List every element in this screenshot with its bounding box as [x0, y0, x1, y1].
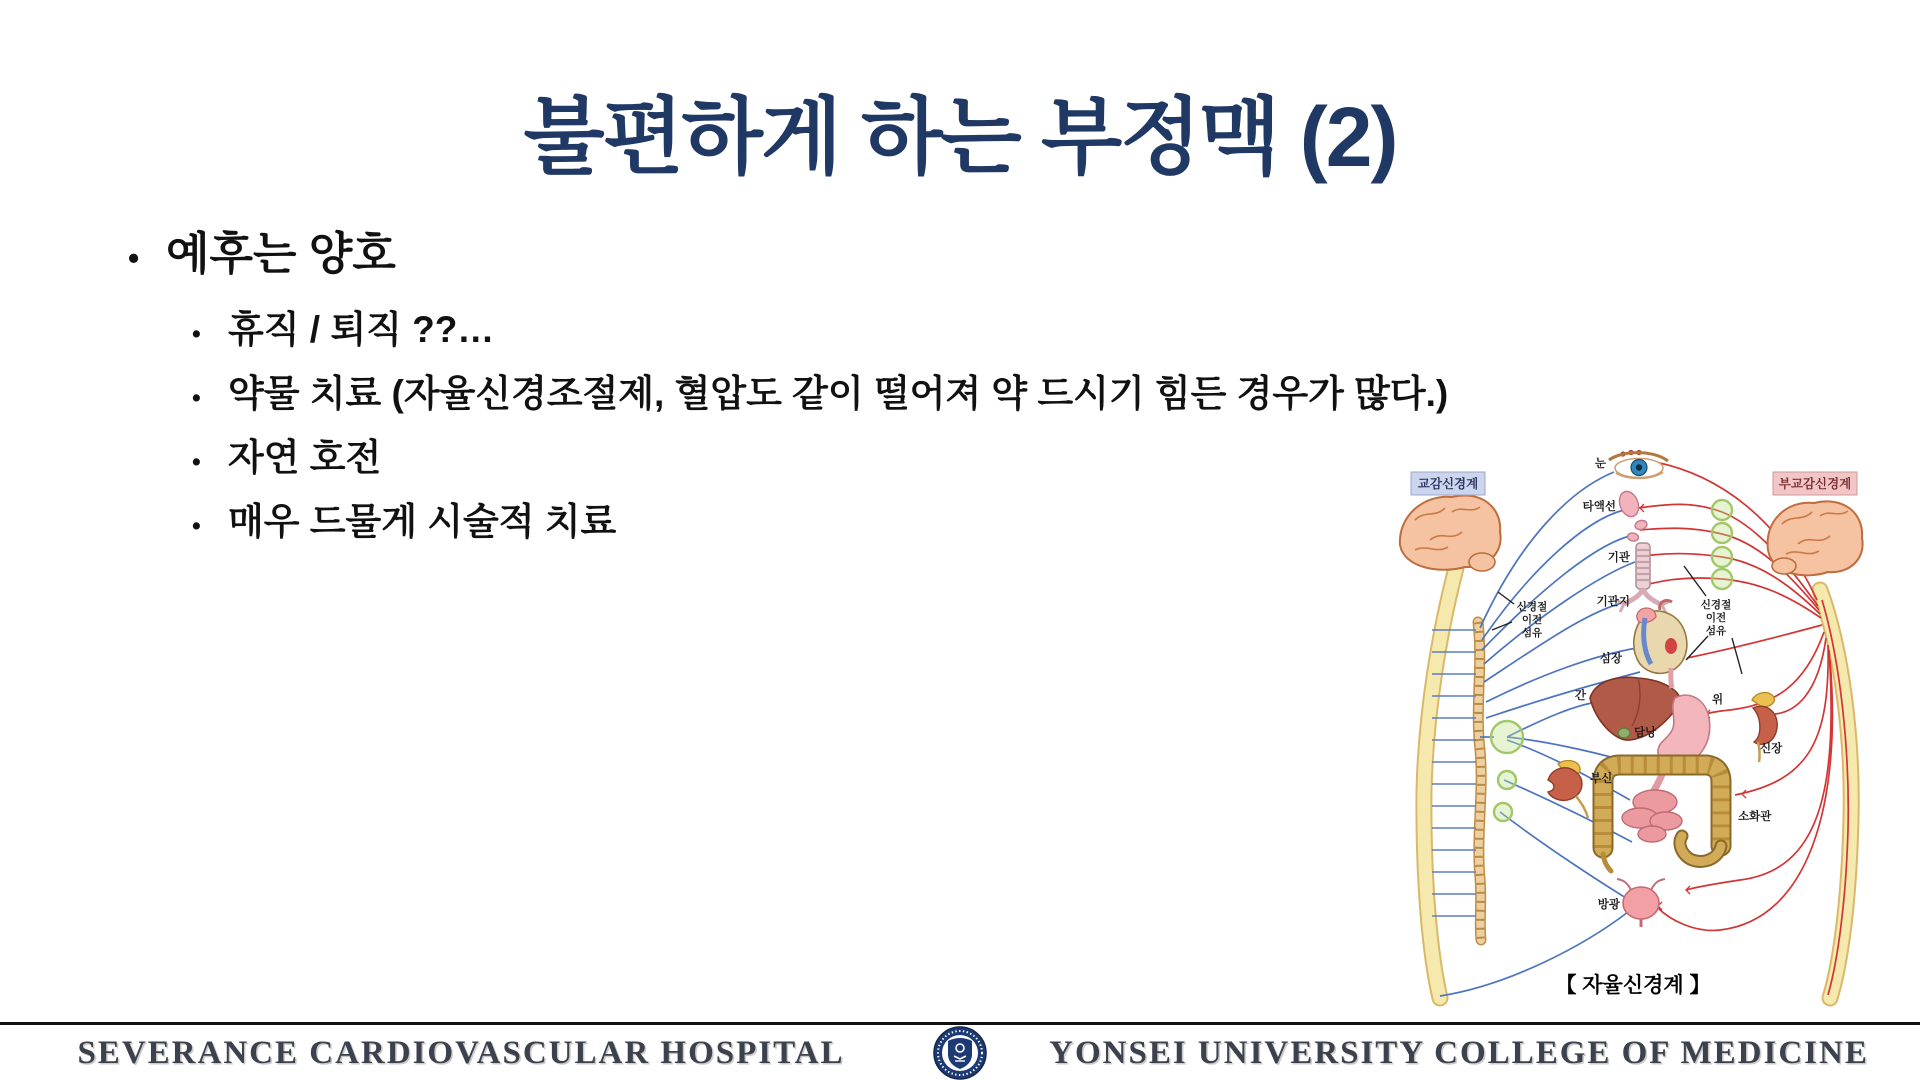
- label-stomach: 위: [1712, 694, 1724, 706]
- label-liver: 간: [1574, 690, 1586, 702]
- label-preganglionic-right: [1701, 598, 1731, 637]
- label-kidney: 신장: [1760, 743, 1783, 755]
- sub-bullet-text: 휴직 / 퇴직 ??…: [228, 309, 495, 350]
- svg-text:섬유: 섬유: [1521, 627, 1543, 639]
- svg-text:섬유: 섬유: [1705, 625, 1727, 637]
- svg-text:이전: 이전: [1521, 614, 1543, 626]
- svg-text:신경절: 신경절: [1516, 601, 1548, 613]
- label-preganglionic-left: [1517, 600, 1547, 639]
- bullet-dot: •: [192, 512, 201, 540]
- legend-parasympathetic-label: 부교감신경계: [1778, 477, 1852, 491]
- sub-bullet-item: [192, 364, 1848, 428]
- yonsei-university-seal-icon: [933, 1026, 987, 1080]
- svg-text:이전: 이전: [1705, 612, 1727, 624]
- footer-hospital-name: SEVERANCE CARDIOVASCULAR HOSPITAL: [77, 1034, 845, 1071]
- legend-sympathetic-label: 교감신경계: [1417, 477, 1479, 491]
- legend-parasympathetic: [1773, 472, 1857, 495]
- bullet-dot: •: [192, 384, 201, 412]
- diagram-caption: 【 자율신경계 】: [1555, 974, 1711, 997]
- slide-title: 불편하게 하는 부정맥 (2): [523, 90, 1397, 185]
- label-eye: 눈: [1594, 458, 1606, 470]
- brain-left: [1400, 495, 1501, 571]
- label-digestive-tract: 소화관: [1738, 811, 1772, 823]
- autonomic-nervous-system-diagram: [1390, 450, 1870, 1015]
- legend-sympathetic: [1411, 472, 1485, 495]
- salivary-gland-illustration: [1616, 489, 1648, 542]
- eye-illustration: [1609, 450, 1668, 478]
- label-adrenal: 부신: [1590, 773, 1613, 785]
- svg-text:신경절: 신경절: [1700, 599, 1732, 611]
- sub-bullet-item: [192, 300, 1848, 364]
- footer-college-name: YONSEI UNIVERSITY COLLEGE OF MEDICINE: [1049, 1034, 1869, 1071]
- label-bladder: 방광: [1597, 899, 1620, 911]
- bullet-dot: •: [192, 320, 201, 348]
- bullet-text: 예후는 양호: [166, 228, 396, 279]
- heart-illustration: [1634, 600, 1687, 673]
- sub-bullet-text: 약물 치료 (자율신경조절제, 혈압도 같이 떨어져 약 드시기 힘든 경우가 많다.): [228, 373, 1449, 414]
- bullet-dot: •: [192, 448, 201, 476]
- bullet-dot: •: [128, 240, 140, 276]
- spinal-cord-right: [1820, 590, 1851, 998]
- spinal-cord-left: [1424, 568, 1456, 998]
- sub-bullet-text: 매우 드물게 시술적 치료: [228, 501, 617, 542]
- bladder-illustration: [1617, 879, 1665, 927]
- label-gallbladder: 담낭: [1634, 727, 1657, 739]
- gallbladder-illustration: [1618, 728, 1630, 738]
- footer-divider: [0, 1022, 1920, 1025]
- label-heart: 심장: [1599, 653, 1622, 665]
- footer: [0, 1026, 1920, 1080]
- sympathetic-trunk: [1478, 622, 1481, 940]
- label-salivary: 타액선: [1582, 501, 1616, 513]
- sub-bullet-text: 자연 호전: [228, 437, 382, 478]
- brain-right: [1768, 501, 1863, 575]
- label-trachea: 기관: [1607, 552, 1630, 564]
- bullet-item: [128, 212, 1848, 300]
- label-bronchus: 기관지: [1596, 596, 1630, 608]
